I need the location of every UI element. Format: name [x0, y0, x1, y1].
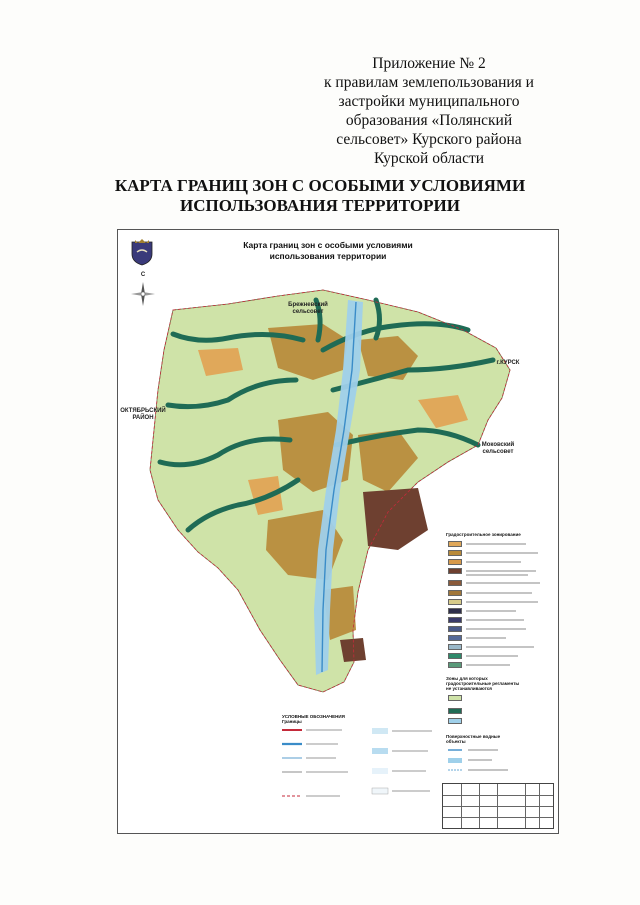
legend-swatch — [448, 653, 462, 659]
neighbor-label-east — [468, 442, 528, 456]
neighbor-label-west — [118, 408, 168, 422]
neighbor-east-line1: Моковский — [481, 442, 515, 448]
document-title-line2: ИСПОЛЬЗОВАНИЯ ТЕРРИТОРИИ — [180, 196, 460, 215]
appendix-line: образования «Полянский — [345, 112, 513, 129]
title-block — [442, 783, 554, 829]
legend-water-line1: Поверхностные водные — [446, 734, 501, 739]
legend-swatch — [448, 550, 462, 556]
appendix-line: Приложение № 2 — [372, 55, 486, 72]
legend-restricted-line1: Зоны для которых — [446, 676, 488, 681]
special-purpose-zone — [363, 488, 428, 550]
legend-conventions-line2: Границы — [282, 719, 302, 724]
document-title — [0, 176, 640, 216]
appendix-line: застройки муниципального — [338, 93, 520, 110]
legend-swatch — [448, 662, 462, 668]
document-title-line1: КАРТА ГРАНИЦ ЗОН С ОСОБЫМИ УСЛОВИЯМИ — [114, 176, 526, 195]
map-title-line2: использования территории — [269, 251, 387, 261]
legend-swatch — [448, 590, 462, 596]
legend-swatch — [448, 580, 462, 586]
appendix-line: Курской области — [373, 150, 485, 167]
legend-swatch — [448, 635, 462, 641]
compass-north-label: С — [140, 272, 146, 278]
legend-swatch — [448, 718, 462, 724]
map-sheet — [117, 229, 559, 834]
neighbor-west-line2: РАЙОН — [132, 415, 154, 421]
legend-swatch — [448, 568, 462, 574]
legend-restricted-line3: не устанавливаются — [446, 686, 492, 691]
legend-swatch — [448, 626, 462, 632]
appendix-heading — [314, 54, 544, 168]
legend-swatch — [448, 541, 462, 547]
neighbor-west-line1: ОКТЯБРЬСКИЙ — [120, 408, 166, 414]
neighbor-east-line2: сельсовет — [482, 449, 514, 455]
legend-water-line2: объекты — [446, 739, 466, 744]
legend-restricted-title — [446, 676, 556, 691]
neighbor-north-line1: Брежневский — [288, 302, 328, 308]
legend-conventions-line1: УСЛОВНЫЕ ОБОЗНАЧЕНИЯ — [282, 714, 345, 719]
legend-swatch — [448, 708, 462, 714]
neighbor-label-northeast: г.КУРСК — [496, 360, 520, 366]
map-title-line1: Карта границ зон с особыми условиями — [243, 240, 413, 250]
legend-swatch — [448, 599, 462, 605]
legend-text-lines — [466, 541, 556, 671]
legend-swatch — [448, 695, 462, 701]
neighbor-label-north — [268, 302, 348, 316]
legend-conventions-title — [282, 714, 372, 724]
legend-zones-title: Градостроительное зонирование — [446, 532, 521, 537]
legend-swatch — [448, 644, 462, 650]
legend-restricted-line2: градостроительные регламенты — [446, 681, 520, 686]
appendix-line: к правилам землепользования и — [324, 74, 534, 91]
legend-swatch — [448, 617, 462, 623]
legend-swatch — [448, 559, 462, 565]
legend-swatch — [448, 608, 462, 614]
neighbor-north-line2: сельсовет — [292, 309, 324, 315]
appendix-line: сельсовет» Курского района — [336, 131, 522, 148]
